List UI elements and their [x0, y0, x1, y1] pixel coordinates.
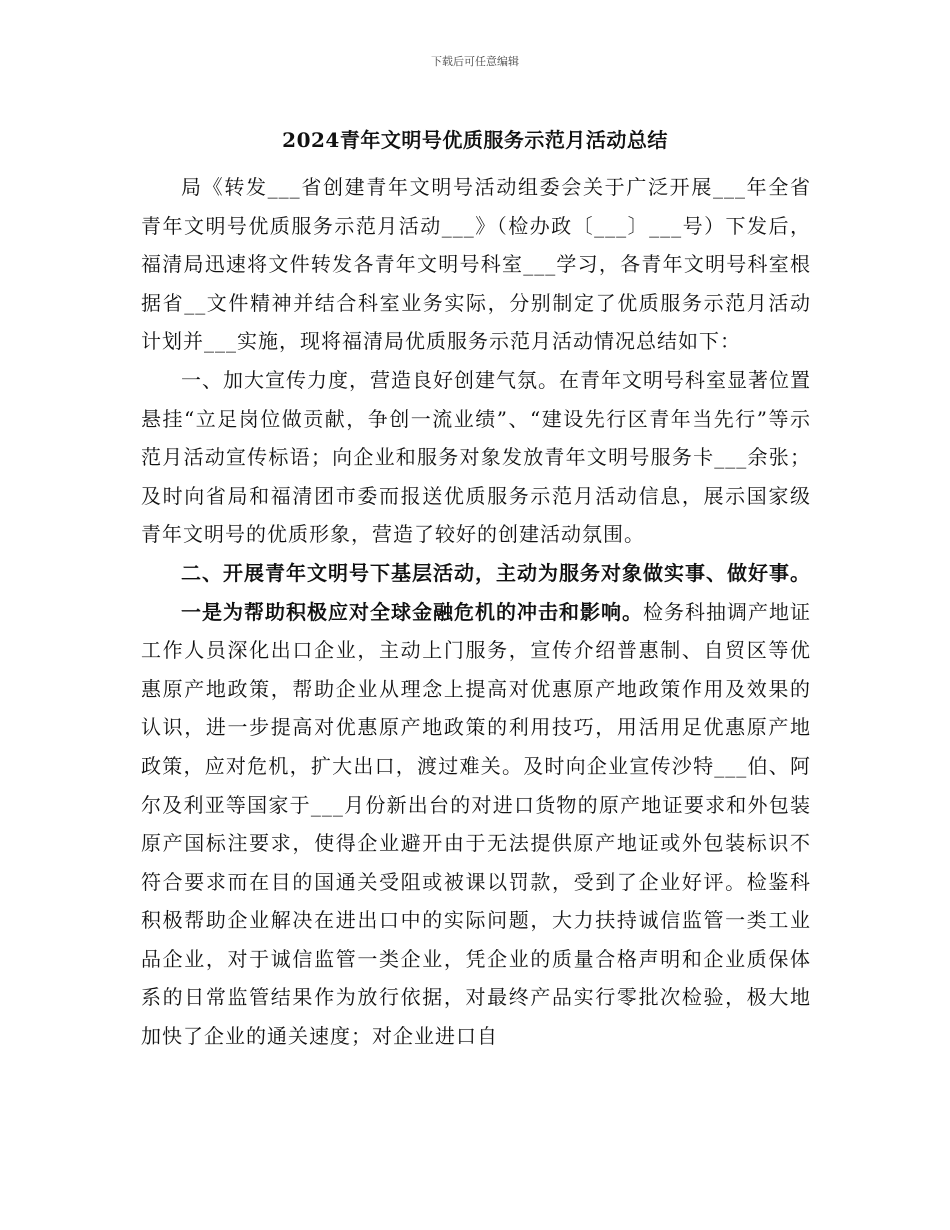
paragraph-section-2-item-1	[141, 593, 811, 1056]
paragraph-lead: 一是为帮助积极应对全球金融危机的冲击和影响。	[181, 599, 643, 624]
page-header: 下载后可任意编辑	[431, 55, 519, 68]
section-heading-2: 二、开展青年文明号下基层活动，主动为服务对象做实事、做好事。	[181, 560, 811, 585]
paragraph-text: 检务科抽调产地证工作人员深化出口企业，主动上门服务，宣传介绍普惠制、自贸区等优惠原产地政策，帮助企业从理念上提高对优惠原产地政策作用及效果的认识，进一步提高对优惠原产地政策的利用技巧，用活用足优惠原产地政策，应对危机，扩大出口，渡过难关。及时向企业宣传沙特___伯、阿尔及利亚等国家于___月份新出台的对进口货物的原产地证要求和外包装原产国标注要求，使得企业避开由于无法提供原产地证或外包装标识不符合要求而在目的国通关受阻或被课以罚款，受到了企业好评。检鉴科积极帮助企业解决在进出口中的实际问题，大力扶持诚信监管一类工业品企业，对于诚信监管一类企业，凭企业的质量合格声明和企业质保体系的日常监管结果作为放行依据，对最终产品实行零批次检验，极大地加快了企业的通关速度；对企业进口自	[141, 599, 811, 1049]
paragraph-section-1: 一、加大宣传力度，营造良好创建气氛。在青年文明号科室显著位置悬挂“立足岗位做贡献，争创一流业绩”、“建设先行区青年当先行”等示范月活动宣传标语；向企业和服务对象发放青年文明号服务卡___余张；及时向省局和福清团市委而报送优质服务示范月活动信息，展示国家级青年文明号的优质形象，营造了较好的创建活动氛围。	[141, 367, 811, 547]
document-body	[141, 168, 811, 1056]
document-title: 2024青年文明号优质服务示范月活动总结	[282, 128, 668, 152]
paragraph-intro: 局《转发___省创建青年文明号活动组委会关于广泛开展___年全省青年文明号优质服务示范月活动___》（检办政〔___〕___号）下发后，福清局迅速将文件转发各青年文明号科室___学习，各青年文明号科室根据省__文件精神并结合科室业务实际，分别制定了优质服务示范月活动计划并___实施，现将福清局优质服务示范月活动情况总结如下：	[141, 175, 811, 354]
